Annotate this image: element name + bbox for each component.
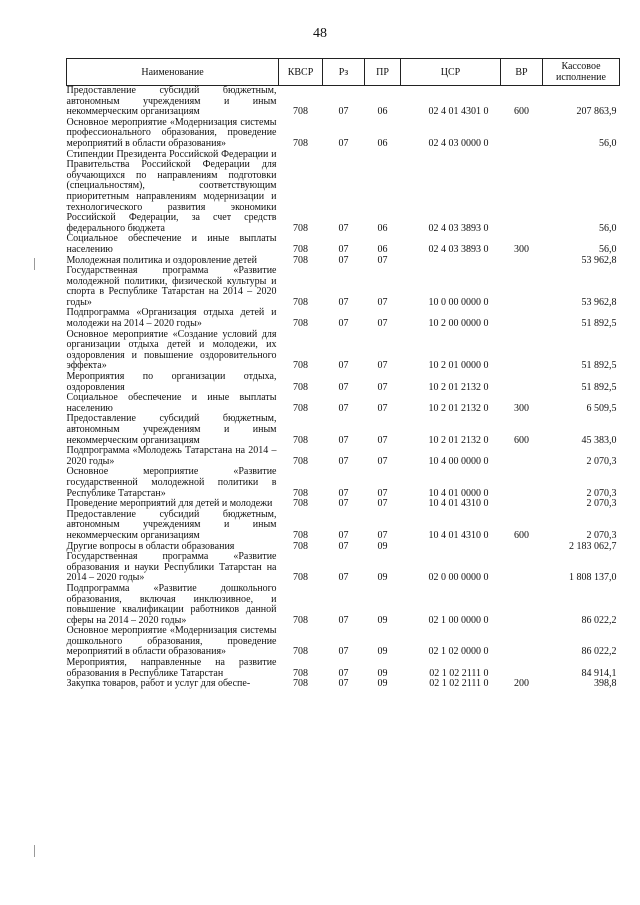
- cell-kvsr: 708: [293, 402, 308, 414]
- table-row: [67, 467, 620, 499]
- cell-pr: 07: [377, 434, 388, 446]
- cell-vr: 600: [514, 529, 529, 541]
- cell-kvsr: 708: [293, 137, 308, 149]
- cell-amount: 2 070,3: [586, 455, 617, 467]
- cell-vr: [501, 467, 543, 499]
- cell-name: Мероприятия, направленные на развитие образования в Республике Татарстан: [66, 657, 277, 679]
- cell-name: Социальное обеспечение и иные выплаты населению: [66, 392, 277, 414]
- cell-rz: 07: [338, 402, 349, 414]
- cell-amount: 56,0: [599, 222, 617, 234]
- cell-pr: 07: [377, 296, 388, 308]
- cell-name: Другие вопросы в области образования: [66, 540, 235, 552]
- cell-kvsr: 708: [293, 540, 308, 552]
- cell-rz: 07: [338, 106, 349, 118]
- cell-rz: 07: [338, 678, 349, 690]
- cell-amount: 2 070,3: [586, 529, 617, 541]
- table-row: [67, 414, 620, 446]
- cell-name: Стипендии Президента Российской Федерации и Правительства Российской Федерации для обучающихся по направлениям подготовки (специальностям), соответствующим приоритетным направлениям модернизации и технологического развития экономики Российской Федерации, за счет средств федерального бюджета: [66, 148, 277, 234]
- cell-rz: 07: [338, 667, 349, 679]
- cell-kvsr: 708: [293, 614, 308, 626]
- cell-rz: 07: [338, 381, 349, 393]
- cell-pr: 07: [377, 529, 388, 541]
- header-row: [67, 59, 620, 86]
- cell-rz: 07: [338, 434, 349, 446]
- cell-vr: [501, 584, 543, 626]
- table-row: [67, 658, 620, 679]
- cell-pr: 09: [377, 572, 388, 584]
- cell-pr: 09: [377, 678, 388, 690]
- cell-kvsr: 708: [293, 381, 308, 393]
- cell-vr: 600: [514, 434, 529, 446]
- cell-vr: [501, 308, 543, 329]
- header-pr: ПР: [365, 59, 401, 86]
- cell-vr: 300: [514, 402, 529, 414]
- cell-csr: [401, 542, 501, 553]
- cell-pr: 09: [377, 540, 388, 552]
- cell-rz: 07: [338, 614, 349, 626]
- cell-pr: 09: [377, 646, 388, 658]
- cell-rz: 07: [338, 646, 349, 658]
- header-csr: ЦСР: [401, 59, 501, 86]
- cell-rz: 07: [338, 243, 349, 255]
- cell-kvsr: 708: [293, 318, 308, 330]
- cell-csr: 02 4 01 4301 0: [428, 106, 489, 118]
- cell-csr: 10 4 00 0000 0: [428, 455, 489, 467]
- cell-pr: 07: [377, 360, 388, 372]
- cell-pr: 07: [377, 254, 388, 266]
- cell-rz: 07: [338, 487, 349, 499]
- cell-csr: 02 0 00 0000 0: [428, 572, 489, 584]
- header-amount: Кассовое исполнение: [543, 59, 620, 86]
- cell-kvsr: 708: [293, 487, 308, 499]
- cell-name: Проведение мероприятий для детей и молодежи: [66, 498, 273, 510]
- cell-amount: 84 914,1: [581, 667, 617, 679]
- cell-name: Государственная программа «Развитие молодежной политики, физической культуры и спорта в Республике Татарстан на 2014 – 2020 годы»: [66, 265, 277, 308]
- cell-name: Основное мероприятие «Развитие государственной молодежной политики в Республике Татарстан»: [66, 466, 277, 499]
- cell-amount: 53 962,8: [581, 254, 617, 266]
- cell-csr: 02 1 02 2111 0: [429, 678, 489, 690]
- cell-pr: 06: [377, 137, 388, 149]
- cell-rz: 07: [338, 318, 349, 330]
- header-name: Наименование: [67, 59, 279, 86]
- cell-rz: 07: [338, 529, 349, 541]
- cell-csr: 10 4 01 4310 0: [428, 529, 489, 541]
- cell-name: Подпрограмма «Развитие дошкольного образования, включая инклюзивное, и повышение квалификации работников данной сферы на 2014 – 2020 годы»: [66, 582, 277, 626]
- cell-kvsr: 708: [293, 667, 308, 679]
- cell-kvsr: 708: [293, 646, 308, 658]
- cell-pr: 06: [377, 243, 388, 255]
- cell-rz: 07: [338, 296, 349, 308]
- edge-mark: [34, 845, 35, 857]
- table-row: [67, 86, 620, 118]
- cell-kvsr: 708: [293, 529, 308, 541]
- table-row: [67, 393, 620, 414]
- cell-name: Молодежная политика и оздоровление детей: [66, 254, 258, 266]
- cell-vr: [501, 499, 543, 510]
- table-row: [67, 150, 620, 235]
- cell-pr: 07: [377, 381, 388, 393]
- cell-vr: [501, 446, 543, 467]
- table-row: [67, 330, 620, 372]
- table-row: [67, 234, 620, 255]
- cell-vr: 200: [514, 678, 529, 690]
- cell-csr: 10 2 01 2132 0: [428, 381, 489, 393]
- cell-name: Государственная программа «Развитие образования и науки Республики Татарстан на 2014 – 2020 годы»: [66, 551, 277, 584]
- cell-vr: [501, 372, 543, 393]
- cell-vr: [501, 266, 543, 308]
- header-rz: Рз: [323, 59, 365, 86]
- cell-rz: 07: [338, 222, 349, 234]
- header-kvsr: КВСР: [279, 59, 323, 86]
- cell-csr: 02 4 03 3893 0: [428, 222, 489, 234]
- cell-name: Предоставление субсидий бюджетным, автономным учреждениям и иным некоммерческим организациям: [66, 85, 277, 118]
- cell-amount: 51 892,5: [581, 360, 617, 372]
- cell-amount: 86 022,2: [581, 646, 617, 658]
- cell-csr: 10 2 01 2132 0: [428, 434, 489, 446]
- cell-name: Предоставление субсидий бюджетным, автономным учреждениям и иным некоммерческим организациям: [66, 413, 277, 446]
- cell-csr: 02 4 03 3893 0: [428, 243, 489, 255]
- cell-amount: 51 892,5: [581, 381, 617, 393]
- cell-rz: 07: [338, 137, 349, 149]
- cell-pr: 06: [377, 222, 388, 234]
- page-number: 48: [313, 26, 327, 41]
- cell-amount: 51 892,5: [581, 318, 617, 330]
- table-row: [67, 552, 620, 584]
- cell-name: Основное мероприятие «Модернизация системы профессионального образования, проведение мероприятий в области образования»: [66, 116, 277, 149]
- cell-amount: 207 863,9: [576, 106, 617, 118]
- cell-pr: 09: [377, 614, 388, 626]
- cell-name: Мероприятия по организации отдыха, оздоровления: [66, 371, 277, 393]
- cell-vr: 300: [514, 243, 529, 255]
- cell-name: Основное мероприятие «Модернизация системы дошкольного образования, проведение мероприятий в области образования»: [66, 625, 277, 658]
- cell-pr: 07: [377, 455, 388, 467]
- cell-csr: 10 2 01 2132 0: [428, 402, 489, 414]
- table-row: [67, 308, 620, 329]
- cell-vr: 600: [514, 106, 529, 118]
- cell-rz: 07: [338, 572, 349, 584]
- cell-csr: 10 4 01 4310 0: [428, 498, 489, 510]
- cell-amount: 1 808 137,0: [569, 572, 617, 584]
- cell-csr: 10 2 01 0000 0: [428, 360, 489, 372]
- budget-table: [66, 58, 620, 690]
- table-row: [67, 372, 620, 393]
- cell-kvsr: 708: [293, 572, 308, 584]
- cell-kvsr: 708: [293, 254, 308, 266]
- cell-kvsr: 708: [293, 243, 308, 255]
- table-row: [67, 626, 620, 658]
- cell-name: Основное мероприятие «Создание условий для организации отдыха детей и молодежи, их оздоровления и повышение оздоровительного эффекта»: [66, 328, 277, 372]
- cell-pr: 07: [377, 487, 388, 499]
- cell-csr: 02 1 00 0000 0: [428, 614, 489, 626]
- cell-kvsr: 708: [293, 296, 308, 308]
- cell-amount: 2 183 062,7: [569, 540, 617, 552]
- table-row: [67, 118, 620, 150]
- cell-csr: 02 1 02 0000 0: [428, 646, 489, 658]
- table-row: [67, 266, 620, 308]
- table-row: [67, 584, 620, 626]
- cell-kvsr: 708: [293, 106, 308, 118]
- cell-vr: [501, 150, 543, 235]
- cell-kvsr: 708: [293, 678, 308, 690]
- cell-name: Закупка товаров, работ и услуг для обеспе-: [66, 678, 251, 690]
- cell-amount: 2 070,3: [586, 487, 617, 499]
- cell-rz: 07: [338, 540, 349, 552]
- cell-pr: 07: [377, 318, 388, 330]
- cell-amount: 53 962,8: [581, 296, 617, 308]
- cell-kvsr: 708: [293, 455, 308, 467]
- cell-csr: 02 4 03 0000 0: [428, 137, 489, 149]
- cell-pr: 09: [377, 667, 388, 679]
- cell-name: Предоставление субсидий бюджетным, автономным учреждениям и иным некоммерческим организациям: [66, 508, 277, 541]
- cell-pr: 06: [377, 106, 388, 118]
- cell-pr: 07: [377, 402, 388, 414]
- cell-kvsr: 708: [293, 498, 308, 510]
- cell-vr: [501, 118, 543, 150]
- cell-amount: 398,8: [594, 678, 617, 690]
- table-row: [67, 510, 620, 542]
- cell-kvsr: 708: [293, 434, 308, 446]
- table-body: [67, 86, 620, 690]
- cell-amount: 45 383,0: [581, 434, 617, 446]
- cell-pr: 07: [377, 498, 388, 510]
- cell-csr: [401, 256, 501, 267]
- cell-csr: 10 2 00 0000 0: [428, 318, 489, 330]
- cell-rz: 07: [338, 498, 349, 510]
- edge-mark: [34, 258, 35, 270]
- cell-amount: 6 509,5: [586, 402, 617, 414]
- cell-vr: [501, 552, 543, 584]
- cell-kvsr: 708: [293, 222, 308, 234]
- table-row: [67, 679, 620, 690]
- cell-vr: [501, 256, 543, 267]
- cell-kvsr: 708: [293, 360, 308, 372]
- cell-vr: [501, 658, 543, 679]
- cell-amount: 56,0: [599, 243, 617, 255]
- cell-csr: 10 0 00 0000 0: [428, 296, 489, 308]
- cell-vr: [501, 542, 543, 553]
- cell-csr: 02 1 02 2111 0: [429, 667, 489, 679]
- cell-name: Подпрограмма «Организация отдыха детей и молодежи на 2014 – 2020 годы»: [66, 307, 277, 330]
- cell-amount: 2 070,3: [586, 498, 617, 510]
- cell-amount: 86 022,2: [581, 614, 617, 626]
- cell-vr: [501, 330, 543, 372]
- cell-amount: 56,0: [599, 137, 617, 149]
- cell-rz: 07: [338, 254, 349, 266]
- table-row: [67, 446, 620, 467]
- cell-rz: 07: [338, 455, 349, 467]
- header-vr: ВР: [501, 59, 543, 86]
- cell-csr: 10 4 01 0000 0: [428, 487, 489, 499]
- cell-name: Подпрограмма «Молодежь Татарстана на 2014 – 2020 годы»: [66, 445, 277, 467]
- cell-name: Социальное обеспечение и иные выплаты населению: [66, 233, 277, 255]
- cell-rz: 07: [338, 360, 349, 372]
- cell-vr: [501, 626, 543, 658]
